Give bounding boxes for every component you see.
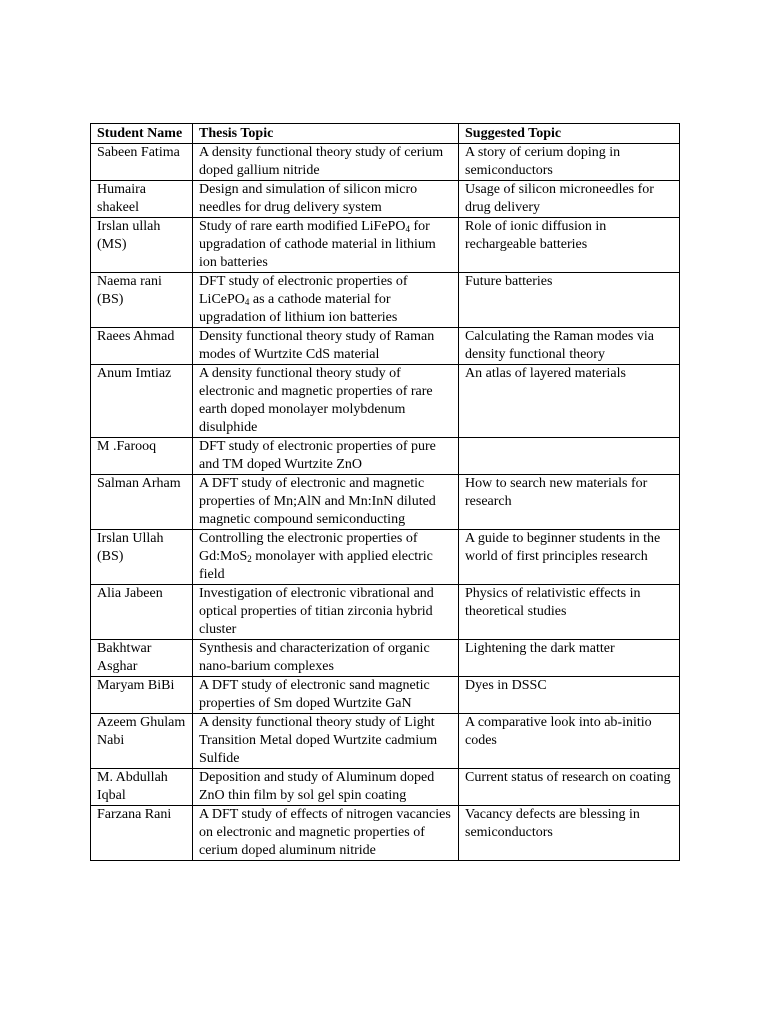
student-name-cell: Maryam BiBi xyxy=(91,677,193,714)
table-row xyxy=(91,714,680,769)
thesis-topic-cell: A DFT study of electronic sand magnetic properties of Sm doped Wurtzite GaN xyxy=(193,677,459,714)
table-row xyxy=(91,328,680,365)
thesis-topic-cell: A DFT study of electronic and magnetic properties of Mn;AlN and Mn:InN diluted magnetic compound semiconducting xyxy=(193,475,459,530)
table-row xyxy=(91,273,680,328)
student-name-cell: Alia Jabeen xyxy=(91,585,193,640)
table-row xyxy=(91,530,680,585)
suggested-topic-cell: Usage of silicon microneedles for drug delivery xyxy=(459,181,680,218)
suggested-topic-cell: How to search new materials for research xyxy=(459,475,680,530)
table-row xyxy=(91,475,680,530)
thesis-topic-cell: A density functional theory study of cerium doped gallium nitride xyxy=(193,144,459,181)
subscript-text: 2 xyxy=(247,554,252,564)
thesis-text-part: monolayer with applied electric field xyxy=(199,549,433,582)
suggested-topic-cell: A comparative look into ab-initio codes xyxy=(459,714,680,769)
student-name-cell: M. Abdullah Iqbal xyxy=(91,769,193,806)
suggested-topic-cell: An atlas of layered materials xyxy=(459,365,680,438)
thesis-topic-cell: Deposition and study of Aluminum doped ZnO thin film by sol gel spin coating xyxy=(193,769,459,806)
thesis-text-part: for upgradation of cathode material in lithium ion batteries xyxy=(199,219,436,270)
subscript-text: 4 xyxy=(405,224,410,234)
student-name-cell: M .Farooq xyxy=(91,438,193,475)
thesis-text-part: as a cathode material for upgradation of lithium ion batteries xyxy=(199,292,398,325)
table-row xyxy=(91,144,680,181)
student-name-cell: Irslan Ullah (BS) xyxy=(91,530,193,585)
suggested-topic-cell: Current status of research on coating xyxy=(459,769,680,806)
thesis-topic-cell: A density functional theory study of Light Transition Metal doped Wurtzite cadmium Sulfide xyxy=(193,714,459,769)
suggested-topic-cell: A guide to beginner students in the world of first principles research xyxy=(459,530,680,585)
header-suggested-topic: Suggested Topic xyxy=(459,124,680,144)
suggested-topic-cell: Calculating the Raman modes via density functional theory xyxy=(459,328,680,365)
thesis-topic-cell: Synthesis and characterization of organic nano-barium complexes xyxy=(193,640,459,677)
student-name-cell: Bakhtwar Asghar xyxy=(91,640,193,677)
suggested-topic-cell: Vacancy defects are blessing in semiconductors xyxy=(459,806,680,861)
suggested-topic-cell: Role of ionic diffusion in rechargeable batteries xyxy=(459,218,680,273)
thesis-topics-table xyxy=(90,123,680,861)
thesis-topic-cell: Density functional theory study of Raman modes of Wurtzite CdS material xyxy=(193,328,459,365)
thesis-topic-cell: A DFT study of effects of nitrogen vacancies on electronic and magnetic properties of cerium doped aluminum nitride xyxy=(193,806,459,861)
student-name-cell: Naema rani (BS) xyxy=(91,273,193,328)
thesis-text-part: DFT study of electronic properties of LiCePO xyxy=(199,274,408,307)
thesis-topic-cell xyxy=(193,530,459,585)
table-body xyxy=(91,144,680,861)
header-student-name: Student Name xyxy=(91,124,193,144)
suggested-topic-cell: Future batteries xyxy=(459,273,680,328)
subscript-text: 4 xyxy=(244,297,250,307)
student-name-cell: Humaira shakeel xyxy=(91,181,193,218)
student-name-cell: Anum Imtiaz xyxy=(91,365,193,438)
table-row xyxy=(91,365,680,438)
thesis-topic-cell: A density functional theory study of electronic and magnetic properties of rare earth doped monolayer molybdenum disulphide xyxy=(193,365,459,438)
suggested-topic-cell: Physics of relativistic effects in theoretical studies xyxy=(459,585,680,640)
thesis-topic-cell: DFT study of electronic properties of pure and TM doped Wurtzite ZnO xyxy=(193,438,459,475)
thesis-text-part: Controlling the electronic properties of Gd:MoS xyxy=(199,531,418,564)
table-row xyxy=(91,181,680,218)
student-name-cell: Farzana Rani xyxy=(91,806,193,861)
student-name-cell: Azeem Ghulam Nabi xyxy=(91,714,193,769)
thesis-topic-cell: Investigation of electronic vibrational and optical properties of titian zirconia hybrid cluster xyxy=(193,585,459,640)
suggested-topic-cell xyxy=(459,438,680,475)
table-row xyxy=(91,438,680,475)
table-row xyxy=(91,640,680,677)
suggested-topic-cell: A story of cerium doping in semiconductors xyxy=(459,144,680,181)
table-row xyxy=(91,677,680,714)
student-name-cell: Sabeen Fatima xyxy=(91,144,193,181)
table-header-row xyxy=(91,124,680,144)
suggested-topic-cell: Lightening the dark matter xyxy=(459,640,680,677)
student-name-cell: Salman Arham xyxy=(91,475,193,530)
table-row xyxy=(91,769,680,806)
table-row xyxy=(91,806,680,861)
header-thesis-topic: Thesis Topic xyxy=(193,124,459,144)
table-row xyxy=(91,218,680,273)
student-name-cell: Irslan ullah (MS) xyxy=(91,218,193,273)
thesis-topic-cell xyxy=(193,218,459,273)
table-row xyxy=(91,585,680,640)
suggested-topic-cell: Dyes in DSSC xyxy=(459,677,680,714)
thesis-text-part: Study of rare earth modified LiFePO xyxy=(199,219,406,234)
thesis-topic-cell xyxy=(193,273,459,328)
thesis-topic-cell: Design and simulation of silicon micro needles for drug delivery system xyxy=(193,181,459,218)
student-name-cell: Raees Ahmad xyxy=(91,328,193,365)
